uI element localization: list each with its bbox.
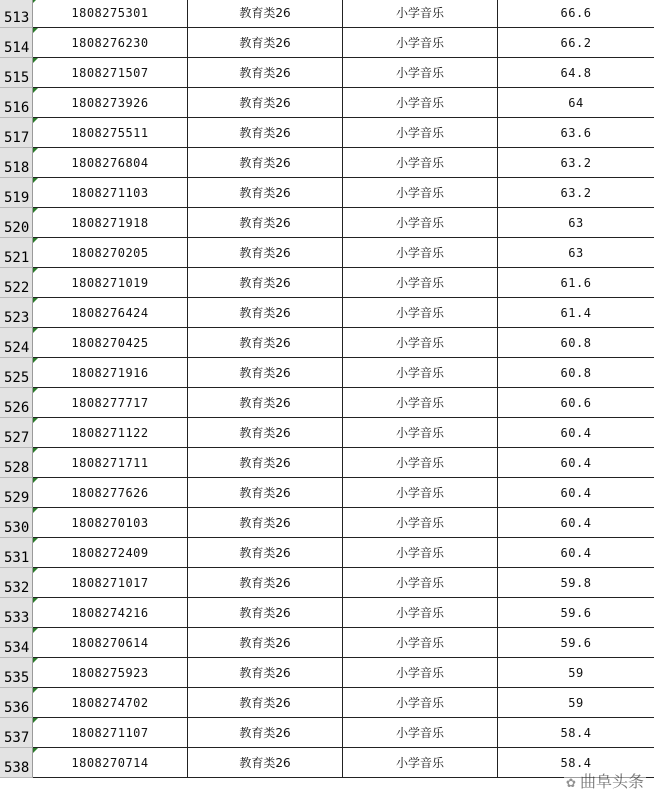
cell-category-text: 教育类26 [239,756,291,770]
number-as-text-marker-icon [33,118,38,123]
cell-subject-text: 小学音乐 [395,696,444,710]
cell-score[interactable] [498,28,654,58]
cell-subject-text: 小学音乐 [395,546,444,560]
cell-candidate-id[interactable] [33,388,188,418]
cell-score-text: 60.8 [560,335,592,350]
cell-candidate-id[interactable] [33,88,188,118]
cell-category-text: 教育类26 [239,516,291,530]
cell-score[interactable] [498,388,654,418]
number-as-text-marker-icon [33,148,38,153]
cell-subject[interactable] [343,508,498,538]
cell-subject[interactable] [343,688,498,718]
cell-candidate-id-text: 1808271507 [71,65,149,80]
table-row[interactable] [0,418,654,448]
cell-subject-text: 小学音乐 [395,666,444,680]
cell-category-text: 教育类26 [239,546,291,560]
cell-category[interactable] [188,238,343,268]
number-as-text-marker-icon [33,718,38,723]
cell-score-text: 60.6 [560,395,592,410]
cell-score-text: 60.4 [560,485,592,500]
cell-subject[interactable] [343,58,498,88]
cell-score-text: 63.2 [560,185,592,200]
row-header[interactable]: 518 [0,148,33,178]
cell-category-text: 教育类26 [239,666,291,680]
table-row[interactable] [0,118,654,148]
cell-category[interactable] [188,508,343,538]
number-as-text-marker-icon [33,688,38,693]
number-as-text-marker-icon [33,58,38,63]
cell-subject[interactable] [343,118,498,148]
cell-score-text: 59.6 [560,605,592,620]
cell-category[interactable] [188,568,343,598]
cell-subject[interactable] [343,88,498,118]
cell-subject-text: 小学音乐 [395,516,444,530]
cell-category[interactable] [188,178,343,208]
row-header[interactable]: 515 [0,58,33,88]
cell-subject[interactable] [343,388,498,418]
number-as-text-marker-icon [33,358,38,363]
cell-score-text: 60.4 [560,425,592,440]
cell-category[interactable] [188,28,343,58]
cell-candidate-id[interactable] [33,268,188,298]
cell-candidate-id[interactable] [33,0,188,28]
cell-subject[interactable] [343,268,498,298]
cell-category-text: 教育类26 [239,336,291,350]
number-as-text-marker-icon [33,208,38,213]
table-row[interactable] [0,0,654,28]
cell-subject-text: 小学音乐 [395,126,444,140]
cell-subject-text: 小学音乐 [395,636,444,650]
cell-score[interactable] [498,58,654,88]
cell-subject[interactable] [343,298,498,328]
cell-category[interactable] [188,298,343,328]
cell-category[interactable] [188,358,343,388]
number-as-text-marker-icon [33,628,38,633]
row-header[interactable]: 524 [0,328,33,358]
cell-score-text: 60.4 [560,455,592,470]
cell-candidate-id-text: 1808276424 [71,305,149,320]
cell-score[interactable] [498,178,654,208]
table-row[interactable] [0,148,654,178]
cell-category-text: 教育类26 [239,636,291,650]
table-row[interactable] [0,28,654,58]
cell-subject[interactable] [343,568,498,598]
cell-subject-text: 小学音乐 [395,576,444,590]
cell-candidate-id-text: 1808275301 [71,5,149,20]
cell-score[interactable] [498,448,654,478]
cell-category-text: 教育类26 [239,396,291,410]
table-row[interactable] [0,208,654,238]
cell-subject-text: 小学音乐 [395,726,444,740]
cell-candidate-id[interactable] [33,598,188,628]
table-row[interactable] [0,388,654,418]
cell-category-text: 教育类26 [239,216,291,230]
cell-candidate-id-text: 1808271711 [71,455,149,470]
cell-candidate-id-text: 1808271916 [71,365,149,380]
table-row[interactable] [0,268,654,298]
table-row[interactable] [0,328,654,358]
cell-score[interactable] [498,538,654,568]
cell-candidate-id-text: 1808271918 [71,215,149,230]
cell-category-text: 教育类26 [239,276,291,290]
cell-category-text: 教育类26 [239,66,291,80]
cell-subject-text: 小学音乐 [395,366,444,380]
cell-category-text: 教育类26 [239,426,291,440]
cell-category-text: 教育类26 [239,456,291,470]
table-row[interactable] [0,568,654,598]
cell-subject[interactable] [343,448,498,478]
cell-subject[interactable] [343,358,498,388]
row-header[interactable]: 537 [0,718,33,748]
row-header[interactable]: 528 [0,448,33,478]
cell-score[interactable] [498,88,654,118]
cell-score[interactable] [498,298,654,328]
cell-candidate-id-text: 1808271122 [71,425,149,440]
cell-candidate-id-text: 1808270614 [71,635,149,650]
cell-category[interactable] [188,598,343,628]
cell-score-text: 66.6 [560,5,592,20]
cell-score-text: 60.8 [560,365,592,380]
cell-score-text: 63.2 [560,155,592,170]
cell-category[interactable] [188,478,343,508]
watermark [564,769,646,792]
table-row[interactable] [0,598,654,628]
number-as-text-marker-icon [33,658,38,663]
row-header[interactable]: 530 [0,508,33,538]
cell-subject-text: 小学音乐 [395,36,444,50]
cell-candidate-id[interactable] [33,448,188,478]
cell-score[interactable] [498,0,654,28]
watermark-text: 曲阜头条 [579,772,644,791]
row-header[interactable]: 516 [0,88,33,118]
cell-subject[interactable] [343,598,498,628]
cell-score-text: 59 [568,695,584,710]
cell-category[interactable] [188,328,343,358]
cell-subject[interactable] [343,328,498,358]
row-header[interactable]: 532 [0,568,33,598]
cell-score[interactable] [498,718,654,748]
cell-category-text: 教育类26 [239,486,291,500]
cell-candidate-id-text: 1808277626 [71,485,149,500]
row-header[interactable]: 519 [0,178,33,208]
cell-subject-text: 小学音乐 [395,6,444,20]
number-as-text-marker-icon [33,238,38,243]
row-header[interactable]: 531 [0,538,33,568]
cell-category-text: 教育类26 [239,126,291,140]
row-header[interactable]: 522 [0,268,33,298]
cell-candidate-id[interactable] [33,718,188,748]
table-row[interactable] [0,688,654,718]
table-row[interactable] [0,508,654,538]
cell-category[interactable] [188,448,343,478]
cell-score-text: 64 [568,95,584,110]
cell-score[interactable] [498,328,654,358]
cell-candidate-id[interactable] [33,628,188,658]
number-as-text-marker-icon [33,328,38,333]
cell-score-text: 63 [568,245,584,260]
cell-subject-text: 小学音乐 [395,396,444,410]
cell-subject-text: 小学音乐 [395,276,444,290]
cell-candidate-id[interactable] [33,748,188,778]
cell-subject-text: 小学音乐 [395,156,444,170]
cell-candidate-id[interactable] [33,418,188,448]
row-header[interactable]: 520 [0,208,33,238]
table-row[interactable] [0,718,654,748]
cell-subject[interactable] [343,658,498,688]
cell-candidate-id-text: 1808270205 [71,245,149,260]
row-header[interactable]: 521 [0,238,33,268]
cell-category[interactable] [188,688,343,718]
cell-candidate-id[interactable] [33,148,188,178]
cell-category-text: 教育类26 [239,36,291,50]
cell-subject-text: 小学音乐 [395,306,444,320]
cell-candidate-id[interactable] [33,178,188,208]
cell-category[interactable] [188,208,343,238]
cell-candidate-id-text: 1808270714 [71,755,149,770]
cell-subject[interactable] [343,538,498,568]
row-header[interactable]: 536 [0,688,33,718]
row-header[interactable]: 517 [0,118,33,148]
row-header[interactable]: 527 [0,418,33,448]
cell-category-text: 教育类26 [239,186,291,200]
cell-category-text: 教育类26 [239,246,291,260]
cell-score[interactable] [498,118,654,148]
row-header[interactable]: 523 [0,298,33,328]
cell-candidate-id[interactable] [33,328,188,358]
cell-candidate-id[interactable] [33,358,188,388]
number-as-text-marker-icon [33,298,38,303]
cell-score[interactable] [498,418,654,448]
cell-score-text: 61.6 [560,275,592,290]
cell-candidate-id[interactable] [33,568,188,598]
number-as-text-marker-icon [33,418,38,423]
cell-category[interactable] [188,118,343,148]
cell-score[interactable] [498,238,654,268]
table-row[interactable] [0,238,654,268]
number-as-text-marker-icon [33,478,38,483]
cell-category[interactable] [188,658,343,688]
cell-subject-text: 小学音乐 [395,606,444,620]
cell-category[interactable] [188,88,343,118]
number-as-text-marker-icon [33,748,38,753]
row-header[interactable]: 534 [0,628,33,658]
cell-subject-text: 小学音乐 [395,756,444,770]
cell-subject[interactable] [343,748,498,778]
cell-category[interactable] [188,718,343,748]
cell-candidate-id-text: 1808273926 [71,95,149,110]
cell-score[interactable] [498,148,654,178]
number-as-text-marker-icon [33,508,38,513]
cell-score[interactable] [498,628,654,658]
cell-subject-text: 小学音乐 [395,336,444,350]
cell-candidate-id[interactable] [33,208,188,238]
table-row[interactable] [0,478,654,508]
cell-category-text: 教育类26 [239,366,291,380]
cell-score[interactable] [498,478,654,508]
cell-subject[interactable] [343,478,498,508]
cell-score-text: 59.8 [560,575,592,590]
cell-score-text: 60.4 [560,545,592,560]
row-header[interactable]: 513 [0,0,33,28]
table-row[interactable] [0,178,654,208]
number-as-text-marker-icon [33,178,38,183]
cell-candidate-id[interactable] [33,298,188,328]
cell-subject-text: 小学音乐 [395,456,444,470]
cell-candidate-id-text: 1808271017 [71,575,149,590]
table-row[interactable] [0,358,654,388]
row-header[interactable]: 526 [0,388,33,418]
cell-subject-text: 小学音乐 [395,216,444,230]
cell-subject-text: 小学音乐 [395,186,444,200]
cell-category-text: 教育类26 [239,156,291,170]
cell-candidate-id-text: 1808274216 [71,605,149,620]
row-header[interactable]: 533 [0,598,33,628]
row-header[interactable]: 529 [0,478,33,508]
table-row[interactable] [0,58,654,88]
cell-candidate-id[interactable] [33,58,188,88]
cell-candidate-id[interactable] [33,28,188,58]
cell-score-text: 58.4 [560,755,592,770]
table-row[interactable] [0,658,654,688]
cell-candidate-id-text: 1808277717 [71,395,149,410]
number-as-text-marker-icon [33,568,38,573]
cell-candidate-id[interactable] [33,118,188,148]
cell-category-text: 教育类26 [239,6,291,20]
cell-category-text: 教育类26 [239,696,291,710]
cell-score-text: 66.2 [560,35,592,50]
row-header[interactable]: 535 [0,658,33,688]
cell-subject[interactable] [343,418,498,448]
cell-candidate-id-text: 1808275923 [71,665,149,680]
cell-score-text: 59 [568,665,584,680]
cell-candidate-id-text: 1808271103 [71,185,149,200]
cell-subject-text: 小学音乐 [395,96,444,110]
cell-category[interactable] [188,628,343,658]
row-header[interactable]: 538 [0,748,33,778]
cell-score-text: 61.4 [560,305,592,320]
cell-score-text: 63 [568,215,584,230]
cell-subject[interactable] [343,148,498,178]
number-as-text-marker-icon [33,598,38,603]
cell-candidate-id[interactable] [33,688,188,718]
cell-score[interactable] [498,658,654,688]
cell-score-text: 64.8 [560,65,592,80]
cell-subject-text: 小学音乐 [395,486,444,500]
wechat-icon: ✿ [565,776,576,790]
table-row[interactable] [0,448,654,478]
number-as-text-marker-icon [33,268,38,273]
cell-candidate-id[interactable] [33,538,188,568]
table-row[interactable] [0,748,654,778]
cell-score[interactable] [498,268,654,298]
cell-score[interactable] [498,358,654,388]
number-as-text-marker-icon [33,448,38,453]
cell-category[interactable] [188,148,343,178]
cell-candidate-id-text: 1808271019 [71,275,149,290]
cell-score-text: 59.6 [560,635,592,650]
cell-score[interactable] [498,568,654,598]
cell-candidate-id[interactable] [33,478,188,508]
cell-subject-text: 小学音乐 [395,426,444,440]
cell-category[interactable] [188,388,343,418]
cell-candidate-id[interactable] [33,508,188,538]
cell-category-text: 教育类26 [239,306,291,320]
cell-category-text: 教育类26 [239,606,291,620]
cell-candidate-id-text: 1808276230 [71,35,149,50]
number-as-text-marker-icon [33,88,38,93]
cell-candidate-id-text: 1808270425 [71,335,149,350]
cell-candidate-id[interactable] [33,658,188,688]
cell-candidate-id-text: 1808274702 [71,695,149,710]
cell-score[interactable] [498,508,654,538]
cell-category-text: 教育类26 [239,726,291,740]
cell-subject[interactable] [343,28,498,58]
table-row[interactable] [0,538,654,568]
number-as-text-marker-icon [33,0,38,3]
cell-subject[interactable] [343,178,498,208]
cell-candidate-id-text: 1808276804 [71,155,149,170]
cell-subject-text: 小学音乐 [395,66,444,80]
cell-score-text: 58.4 [560,725,592,740]
cell-candidate-id-text: 1808271107 [71,725,149,740]
table-row[interactable] [0,88,654,118]
number-as-text-marker-icon [33,388,38,393]
cell-subject[interactable] [343,0,498,28]
cell-subject[interactable] [343,628,498,658]
cell-score[interactable] [498,208,654,238]
cell-category[interactable] [188,0,343,28]
table-row[interactable] [0,298,654,328]
cell-subject-text: 小学音乐 [395,246,444,260]
cell-subject[interactable] [343,718,498,748]
number-as-text-marker-icon [33,538,38,543]
row-header[interactable]: 514 [0,28,33,58]
cell-category-text: 教育类26 [239,576,291,590]
cell-subject[interactable] [343,238,498,268]
cell-category[interactable] [188,748,343,778]
row-header[interactable]: 525 [0,358,33,388]
cell-candidate-id-text: 1808272409 [71,545,149,560]
cell-score[interactable] [498,598,654,628]
number-as-text-marker-icon [33,28,38,33]
cell-category-text: 教育类26 [239,96,291,110]
cell-category[interactable] [188,538,343,568]
cell-candidate-id-text: 1808275511 [71,125,149,140]
cell-score-text: 63.6 [560,125,592,140]
table-row[interactable] [0,628,654,658]
cell-category[interactable] [188,268,343,298]
cell-score-text: 60.4 [560,515,592,530]
cell-score[interactable] [498,688,654,718]
cell-candidate-id[interactable] [33,238,188,268]
cell-subject[interactable] [343,208,498,238]
cell-category[interactable] [188,58,343,88]
cell-category[interactable] [188,418,343,448]
cell-candidate-id-text: 1808270103 [71,515,149,530]
